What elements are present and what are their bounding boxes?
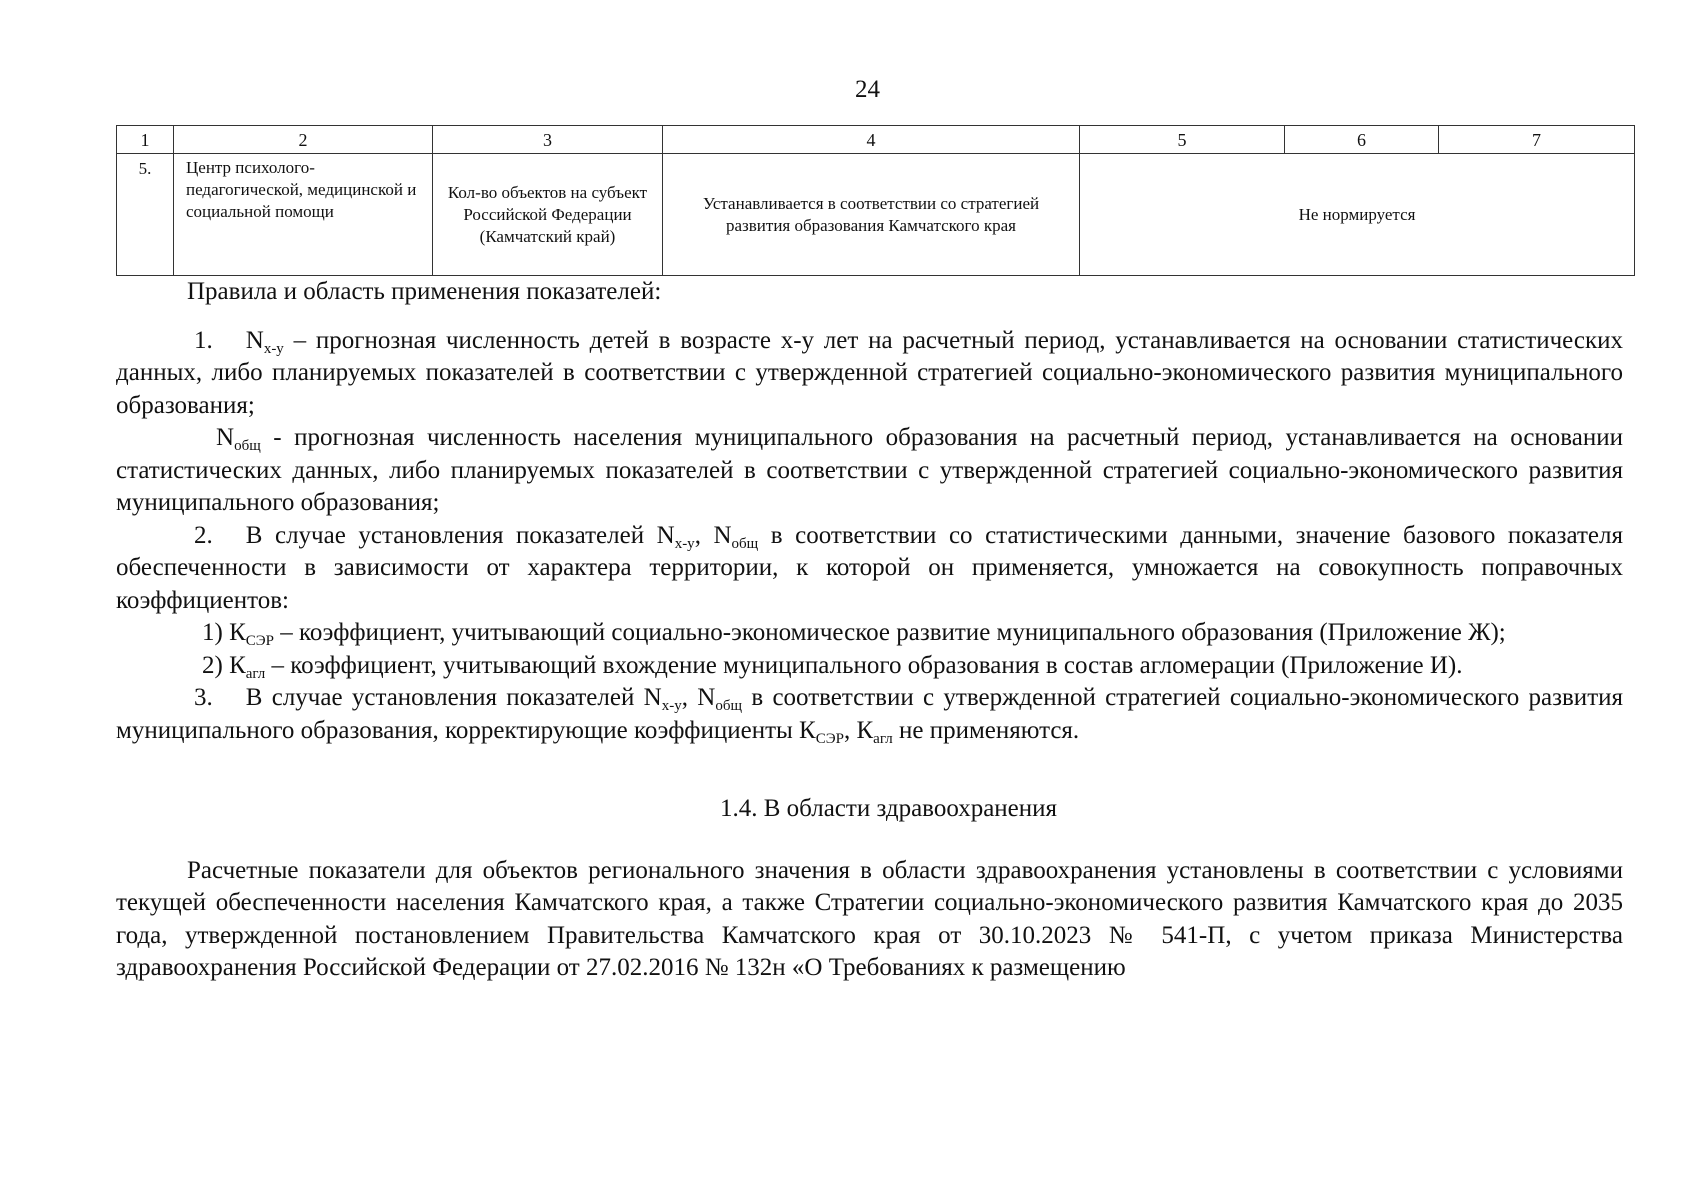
section-title: 1.4. В области здравоохранения bbox=[719, 795, 1058, 822]
table-header-cell: 5 bbox=[1080, 126, 1285, 154]
rule-2: 2. В случае установления показателей $N_{х-у}$, $N_{общ}$ в соответствии со статистическими данными, значение базового показателя обеспеченности в зависимости от характера территории, к которой он применяется, умножается на совокупность поправочных коэффициентов: bbox=[116, 521, 1623, 614]
rule-number: 3. bbox=[194, 684, 213, 711]
page-number: 24 bbox=[855, 76, 880, 103]
row-number-cell: 5. bbox=[117, 154, 174, 276]
rules-block bbox=[116, 276, 1623, 985]
table-header-cell: 3 bbox=[433, 126, 663, 154]
rule-1: 1. $N_{х-у}$ – прогнозная численность детей в возрасте х-у лет на расчетный период, устанавливается на основании статистических данных, либо планируемых показателей в соответствии с утвержденной стратегией социально-экономического развития муниципального образования; bbox=[116, 326, 1623, 419]
accessibility-cell: Не нормируется bbox=[1080, 154, 1635, 276]
provision-level-cell: Устанавливается в соответствии со стратегией развития образования Камчатского края bbox=[663, 154, 1080, 276]
table-header-cell: 1 bbox=[117, 126, 174, 154]
rule-2-coef-2: 2) $К_{агл}$ – коэффициент, учитывающий вхождение муниципального образования в состав агломерации (Приложение И). bbox=[202, 651, 1463, 682]
table-header-row bbox=[117, 126, 1635, 154]
table-header-cell: 4 bbox=[663, 126, 1080, 154]
section-paragraph: Расчетные показатели для объектов регионального значения в области здравоохранения установлены в соответствии с условиями текущей обеспеченности населения Камчатского края, а также Стратегии социально-экономического развития Камчатского края до 2035 года, утвержденной постановлением Правительства Камчатского края от 30.10.2023 № 541-П, с учетом приказа Министерства здравоохранения Российской Федерации от 27.02.2016 № 132н «О Требованиях к размещению bbox=[116, 856, 1623, 981]
norms-table bbox=[116, 125, 1635, 276]
rule-number: 1. bbox=[194, 326, 213, 354]
table-row bbox=[117, 154, 1635, 276]
rule-number: 2. bbox=[194, 521, 213, 549]
table-header-cell: 7 bbox=[1439, 126, 1635, 154]
rule-2-coef-1: 1) $К_{СЭР}$ – коэффициент, учитывающий социально-экономическое развитие муниципального образования (Приложение Ж); bbox=[202, 619, 1506, 649]
rule-3: 3. В случае установления показателей $N_{х-у}$, $N_{общ}$ в соответствии с утвержденной стратегией социально-экономического развития муниципального образования, корректирующие коэффициенты $К_{СЭР}$, $К_{агл}$ не применяются. bbox=[116, 684, 1623, 747]
table-header-cell: 2 bbox=[174, 126, 433, 154]
rules-heading: Правила и область применения показателей: bbox=[187, 278, 662, 305]
rule-1-population: $N_{общ}$ - прогнозная численность населения муниципального образования на расчетный период, устанавливается на основании статистических данных, либо планируемых показателей в соответствии с утвержденной стратегией социально-экономического развития муниципального образования; bbox=[116, 424, 1623, 516]
unit-cell: Кол-во объектов на субъект Российской Федерации (Камчатский край) bbox=[433, 154, 663, 276]
object-name-cell: Центр психолого-педагогической, медицинской и социальной помощи bbox=[174, 154, 433, 276]
table-header-cell: 6 bbox=[1285, 126, 1439, 154]
